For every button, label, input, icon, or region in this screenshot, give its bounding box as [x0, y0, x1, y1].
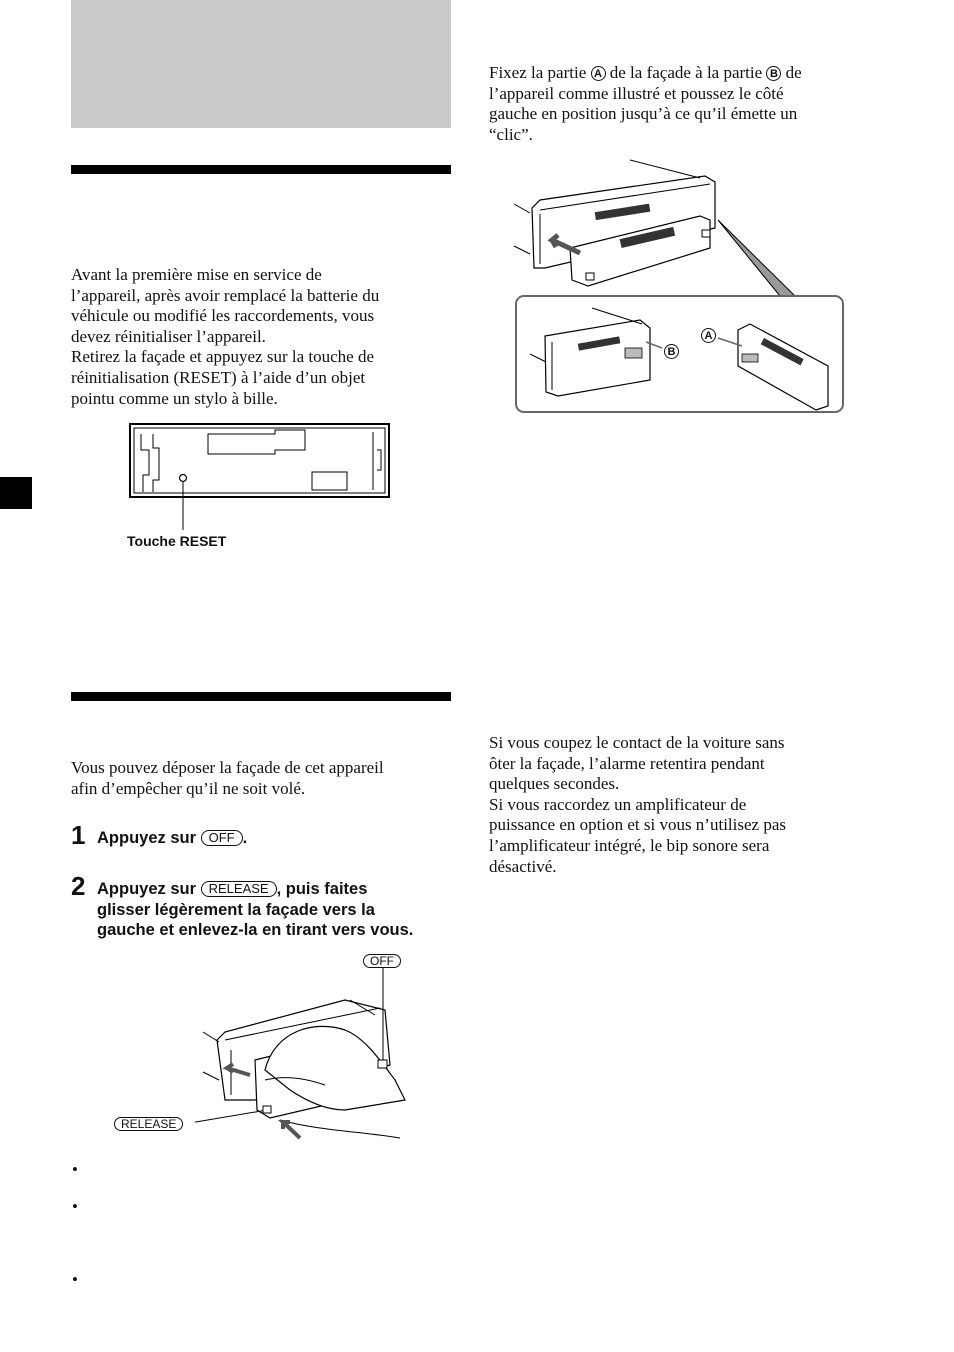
text-line: Vous pouvez déposer la façade de cet appareil	[71, 758, 384, 777]
step-2-line-3: gauche et enlevez-la en tirant vers vous.	[97, 921, 414, 939]
text-line: Si vous coupez le contact de la voiture sans	[489, 733, 785, 752]
text-line: véhicule ou modifié les raccordements, vous	[71, 306, 375, 326]
attach-line-4: “clic”.	[489, 124, 533, 144]
step-2-prefix: Appuyez sur	[97, 880, 197, 898]
release-callout: RELEASE	[114, 1117, 183, 1131]
step-2-text	[97, 879, 457, 941]
text-fragment: de	[785, 63, 802, 82]
attach-paragraph	[489, 63, 874, 145]
step-2-line-2: glisser légèrement la façade vers la	[97, 900, 375, 919]
text-line: afin d’empêcher qu’il ne soit volé.	[71, 778, 306, 798]
text-line: ôter la façade, l’alarme retentira pendant	[489, 753, 765, 773]
text-line: Si vous raccordez un amplificateur de	[489, 794, 747, 814]
off-key: OFF	[201, 830, 243, 846]
mark-b-symbol: B	[766, 66, 781, 81]
alarm-paragraph	[489, 733, 874, 877]
figure-mark-a	[701, 327, 716, 345]
text-line: quelques secondes.	[489, 774, 620, 794]
step-1-suffix: .	[242, 829, 248, 847]
step-2-suffix: , puis faites	[276, 880, 368, 898]
release-key: RELEASE	[201, 881, 277, 897]
text-line: l’amplificateur intégré, le bip sonore sera	[489, 835, 770, 855]
attach-line-1	[489, 63, 874, 84]
text-fragment: Fixez la partie	[489, 63, 587, 82]
page-side-tab	[0, 477, 32, 509]
text-line: désactivé.	[489, 856, 557, 876]
reset-unit-illustration	[125, 420, 400, 530]
text-line: pointu comme un stylo à bille.	[71, 388, 278, 408]
reset-button-label: Touche RESET	[127, 533, 227, 549]
text-fragment: de la façade à la partie	[609, 63, 763, 82]
reset-paragraph	[71, 265, 456, 409]
section-rule-reset	[71, 165, 451, 174]
mark-b-label: B	[664, 344, 679, 359]
step-1-prefix: Appuyez sur	[97, 829, 197, 847]
bullet-1: •	[72, 1160, 78, 1179]
step-number-2: 2	[71, 871, 86, 901]
remove-intro	[71, 758, 456, 799]
mark-a-symbol: A	[591, 66, 606, 81]
text-line: Retirez la façade et appuyez sur la touche de	[71, 347, 375, 367]
figure-mark-b	[664, 343, 679, 361]
bullet-2: •	[72, 1197, 78, 1216]
section-rule-remove	[71, 692, 451, 701]
bullet-3: •	[72, 1270, 78, 1289]
off-callout: OFF	[363, 954, 401, 968]
text-line: l’appareil, après avoir remplacé la batterie du	[71, 285, 380, 305]
text-line: Avant la première mise en service de	[71, 265, 322, 284]
attach-line-3: gauche en position jusqu’à ce qu’il émette un	[489, 104, 798, 124]
faceplate-removal-illustration	[195, 960, 410, 1145]
text-line: devez réinitialiser l’appareil.	[71, 326, 266, 346]
header-gray-block	[71, 0, 451, 128]
mark-a-label: A	[701, 328, 716, 343]
attach-line-2: l’appareil comme illustré et poussez le côté	[489, 83, 784, 103]
text-line: puissance en option et si vous n’utilisez pas	[489, 815, 786, 835]
step-1-text	[97, 828, 457, 849]
text-line: réinitialisation (RESET) à l’aide d’un objet	[71, 367, 366, 387]
step-number-1: 1	[71, 820, 86, 850]
step-2-line-1	[97, 879, 457, 900]
faceplate-attach-illustration	[510, 158, 850, 418]
